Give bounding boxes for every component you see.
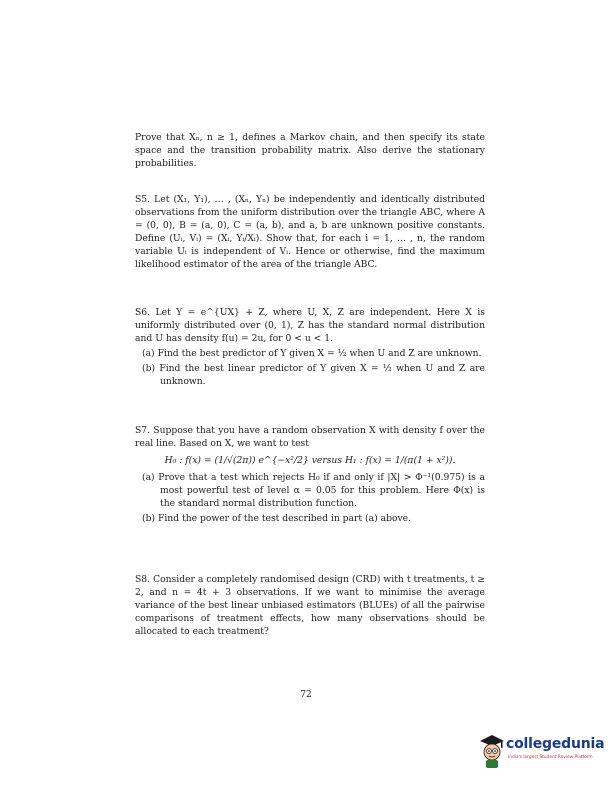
part-a: (a) Find the best predictor of Y given X = ½ when U and Z are unknown. <box>142 348 482 359</box>
intro-text: Prove that Xₙ, n ≥ 1, defines a Markov chain, and then specify its state space and the transition probability matrix. Also derive the stationary probabilities. <box>135 132 485 169</box>
question-text: Consider a completely randomised design (CRD) with t treatments, t ≥ 2, and n = 4t + 3 observations. If we want to minimise the average variance of the best linear unbiased estimators (BLUEs) of all the pairwise comparisons of treatment effects, how many observations should be allocated to each treatment? <box>135 574 485 637</box>
question-label: S8. <box>135 574 151 585</box>
question-s7 <box>135 424 485 525</box>
question-text: Suppose that you have a random observation X with density f over the real line. Based on X, we want to test <box>135 425 485 449</box>
page-number: 72 <box>300 690 312 700</box>
graduate-mascot-icon <box>478 732 506 770</box>
question-text: Let Y = e^{UX} + Z, where U, X, Z are independent. Here X is uniformly distributed over (0, 1), Z has the standard normal distribution and U has density f(u) = 2u, for 0 < u < 1. <box>135 307 486 344</box>
question-label: S7. <box>135 425 151 436</box>
collegedunia-logo <box>478 732 608 772</box>
question-text: Let (X₁, Y₁), … , (Xₙ, Yₙ) be independently and identically distributed observations from the uniform distribution over the triangle ABC, where A = (0, 0), B = (a, 0), C = (a, b), and a, b are unknown positive constants. Define (Uᵢ, Vᵢ) = (Xᵢ, Yᵢ/Xᵢ). Show that, for each i = 1, … , n, the random variable Uᵢ is independent of Vᵢ. Hence or otherwise, find the maximum likelihood estimator of the area of the triangle ABC. <box>135 194 485 270</box>
question-label: S5. <box>135 194 151 205</box>
question-s8 <box>135 573 485 638</box>
intro-paragraph <box>135 131 485 170</box>
logo-brand-text: collegedunia <box>506 736 605 752</box>
part-b: (b) Find the best linear predictor of Y given X = ½ when U and Z are unknown. <box>142 363 485 387</box>
logo-tagline: India's largest Student Review Platform <box>508 755 593 760</box>
question-label: S6. <box>135 307 151 318</box>
part-b: (b) Find the power of the test described in part (a) above. <box>142 513 412 524</box>
question-s5 <box>135 193 485 271</box>
hypothesis-equation: H₀ : f(x) = (1/√(2π)) e^{−x²/2} versus H₁ : f(x) = 1/(π(1 + x²)). <box>164 455 456 466</box>
question-s6 <box>135 306 485 388</box>
part-a: (a) Prove that a test which rejects H₀ if and only if |X| > Φ⁻¹(0.975) is a most powerful test of level α = 0.05 for this problem. Here Φ(x) is the standard normal distribution function. <box>142 472 485 509</box>
